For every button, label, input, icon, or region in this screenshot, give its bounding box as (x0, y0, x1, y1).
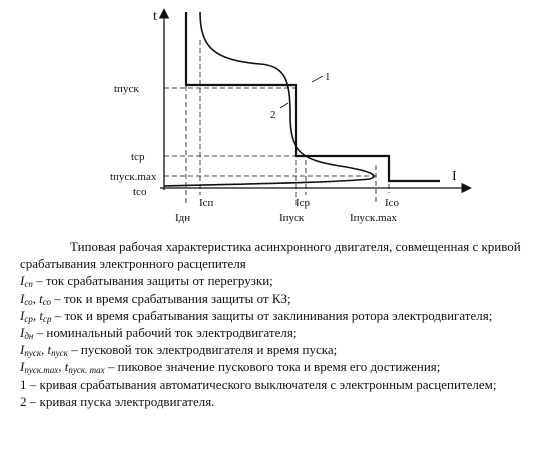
caption-title: Типовая рабочая характеристика асинхронного двигателя, совмещенная с кривой срабатывания электронного расцепителя (20, 239, 521, 272)
axis-x-label: I (452, 169, 457, 184)
x-tick-ico: Ico (385, 197, 400, 209)
x-tick-ipusk: Iпуск (279, 212, 305, 224)
symbol: $t_{ср}$ (39, 307, 52, 324)
y-tick-tco: tco (133, 186, 147, 198)
y-tick-tpusk: tпуск (114, 83, 139, 95)
symbol: $t_{со}$ (39, 290, 52, 307)
item-text: – пиковое значение пускового тока и время его достижения; (104, 359, 441, 375)
caption-item-isr: $I_{ср}$, $t_{ср}$ – ток и время срабатывания защиты от заклинивания ротора электродвигателя; (20, 307, 493, 324)
symbol: $I_{сп}$ (20, 273, 33, 290)
symbol: $I_{ср}$ (20, 307, 33, 324)
axis-y-label: t (153, 9, 157, 24)
x-tick-idn: Iдн (175, 212, 191, 224)
item-text: – пусковой ток электродвигателя и время пуска; (67, 342, 338, 358)
symbol: $I_{дн}$ (20, 325, 34, 342)
symbol: $I_{пуск}$ (20, 342, 42, 359)
caption-item-ico: $I_{со}$, $t_{со}$ – ток и время срабатывания защиты от КЗ; (20, 290, 291, 307)
caption-item-ipusk: $I_{пуск}$, $t_{пуск}$ – пусковой ток электродвигателя и время пуска; (20, 342, 338, 359)
y-tick-tsr: tср (131, 151, 145, 163)
x-tick-isr: Iср (296, 197, 311, 209)
curve-label-1: 1 (325, 71, 331, 83)
y-tick-tpusk-max: tпуск.max (110, 171, 157, 183)
caption-legend-1: 1 – кривая срабатывания автоматического выключателя с электронным расцепителем; (20, 376, 497, 392)
x-tick-isp: Iсп (199, 197, 214, 209)
figure-caption (20, 238, 538, 410)
symbol: $I_{пуск.max}$ (20, 359, 59, 376)
caption-item-idn (20, 324, 538, 341)
x-tick-ipusk-max: Iпуск.max (350, 212, 397, 224)
caption-item-isp (20, 272, 538, 289)
symbol: $t_{пуск. max}$ (64, 359, 105, 376)
item-text: – ток и время срабатывания защиты от заклинивания ротора электродвигателя; (51, 307, 493, 323)
item-text: – ток срабатывания защиты от перегрузки; (32, 273, 273, 289)
item-text: – ток и время срабатывания защиты от КЗ; (51, 290, 291, 306)
symbol: $t_{пуск}$ (47, 342, 68, 359)
symbol: $I_{со}$ (20, 290, 33, 307)
curve-label-2: 2 (270, 109, 276, 121)
caption-legend-2: 2 – кривая пуска электродвигателя. (20, 393, 215, 409)
caption-item-ipusk-max: $I_{пуск.max}$, $t_{пуск. max}$ – пиковое значение пускового тока и время его достижения; (20, 359, 441, 376)
curve-2-motor-start (164, 12, 374, 186)
item-text: – номинальный рабочий ток электродвигателя; (33, 325, 297, 341)
